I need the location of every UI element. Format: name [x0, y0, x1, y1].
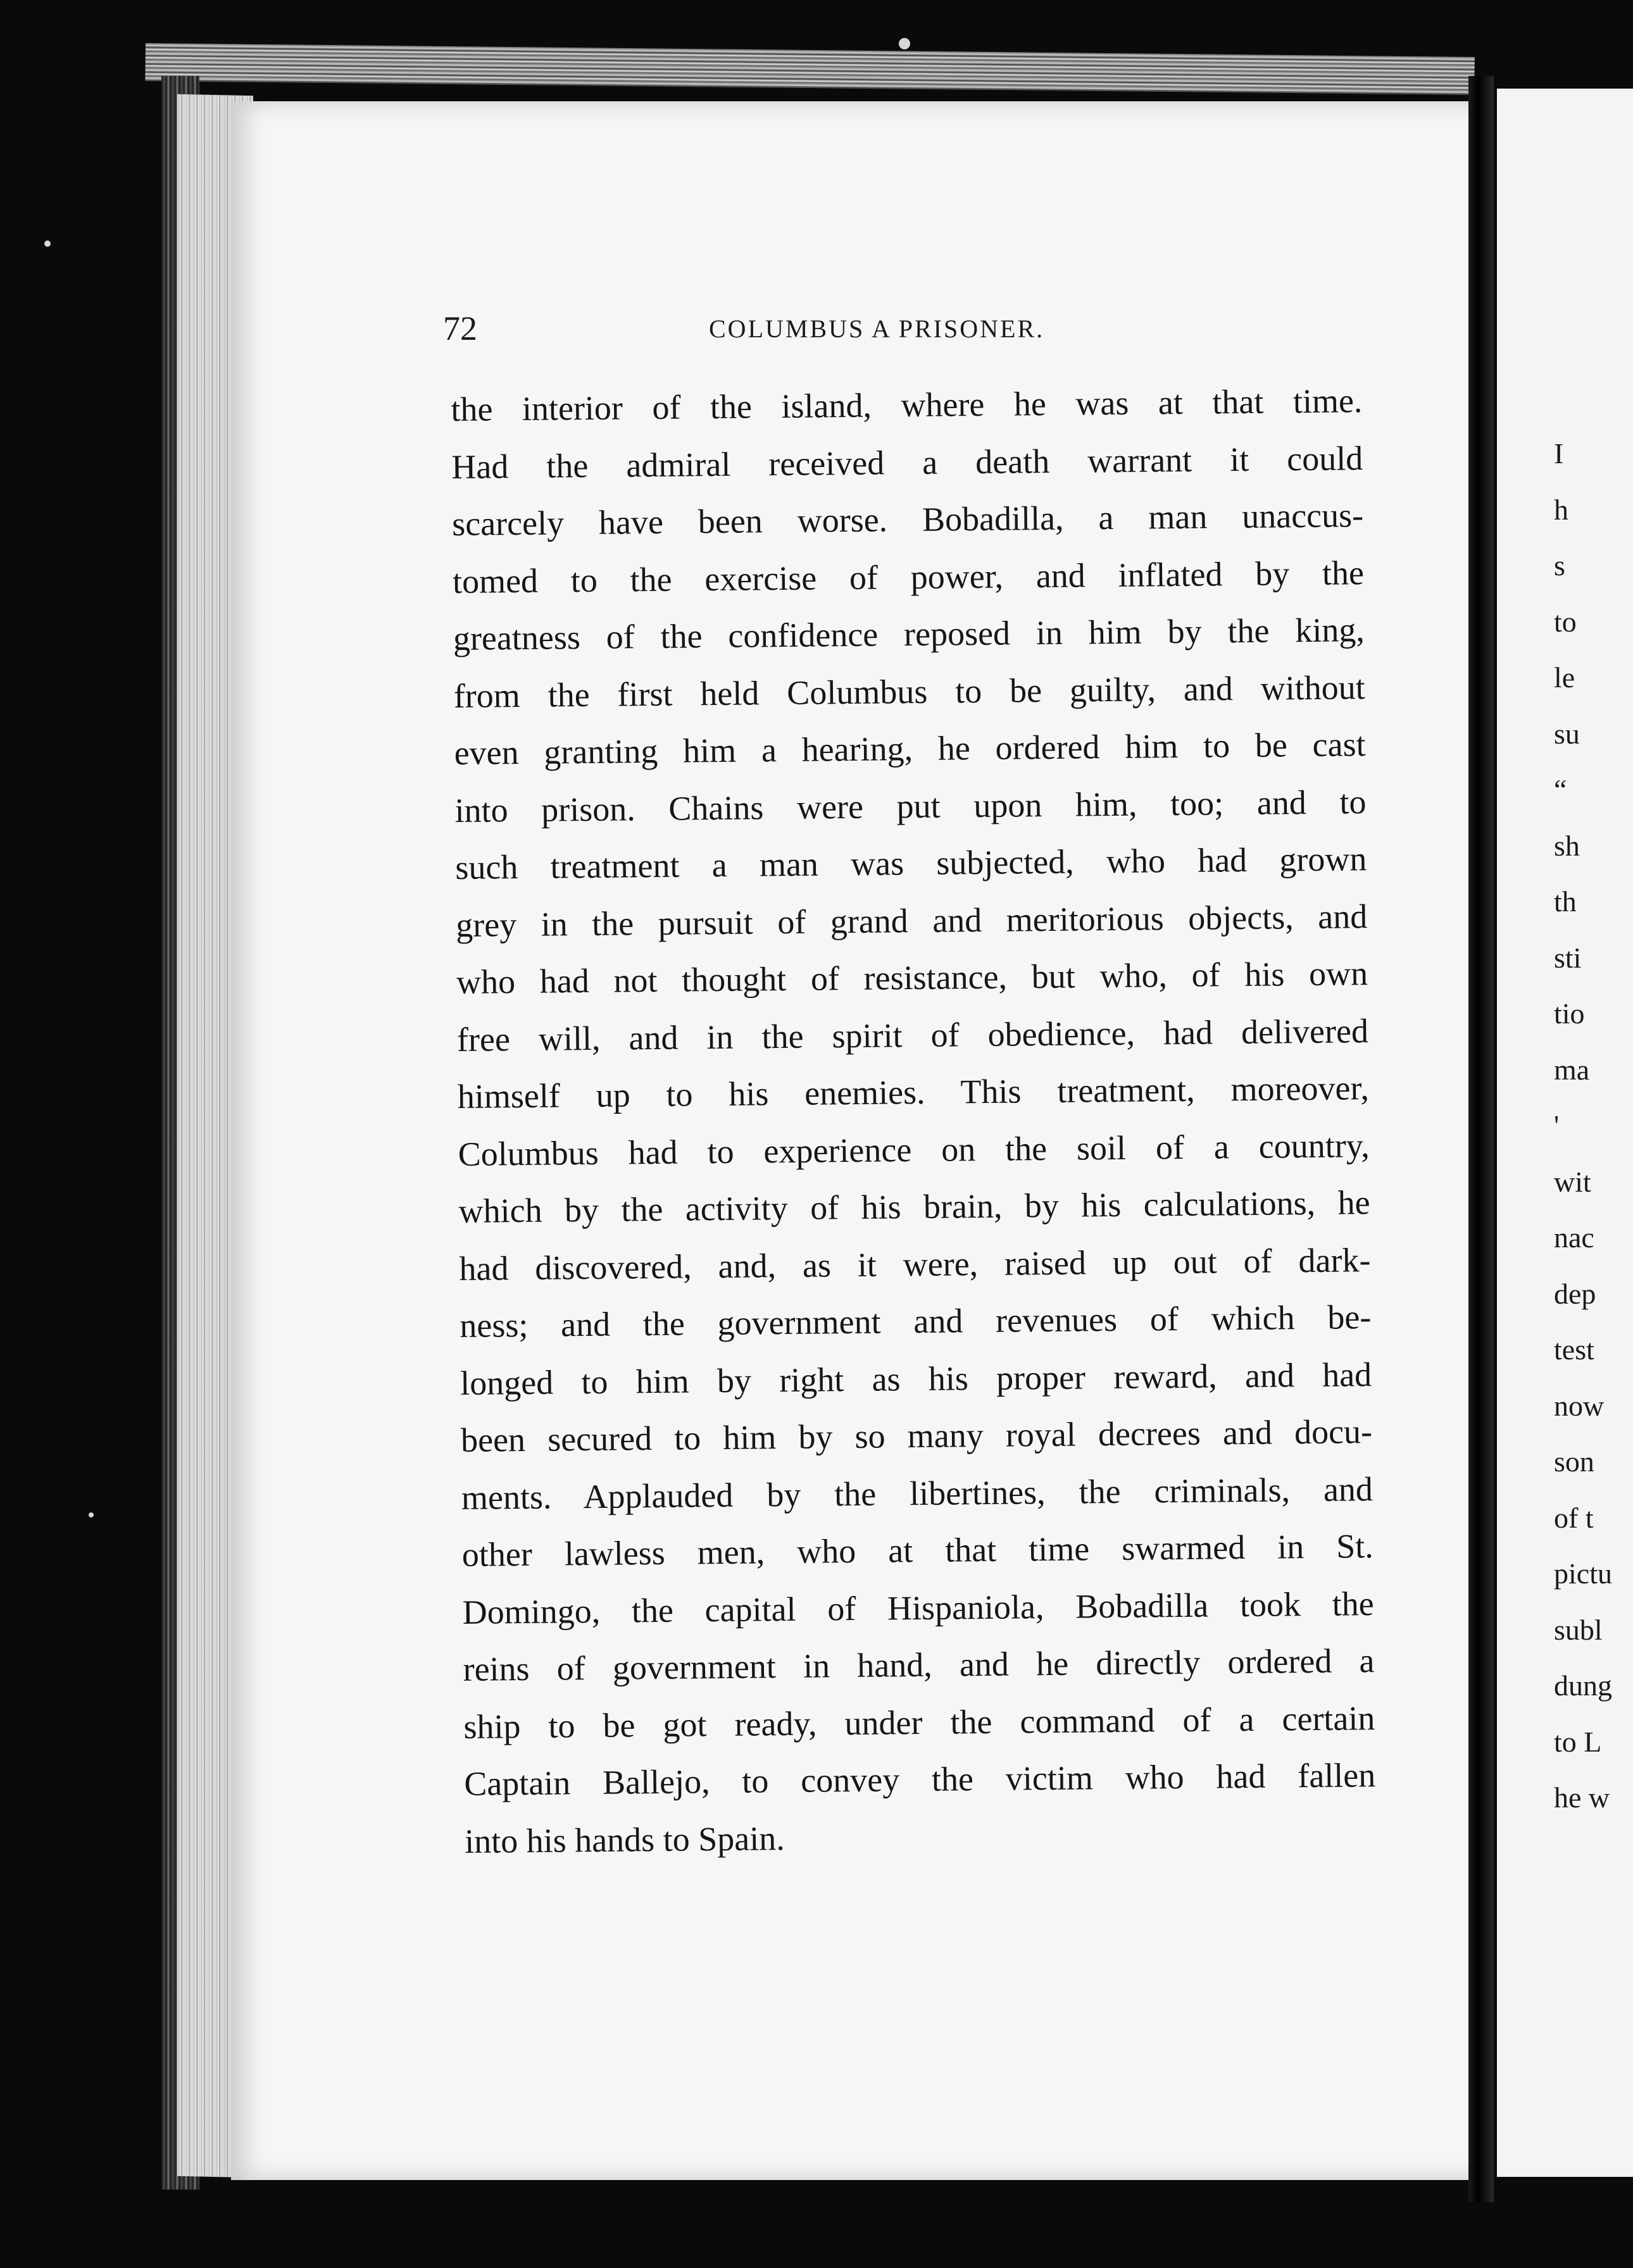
- text-line: free will, and in the spirit of obedience, had delivered: [456, 1011, 1369, 1059]
- facing-page-fragment: to: [1554, 605, 1577, 638]
- running-head: COLUMBUS A PRISONER.: [709, 315, 1045, 343]
- text-line: longed to him by right as his proper reward, and had: [460, 1355, 1372, 1402]
- facing-page-fragment: h: [1554, 493, 1568, 526]
- text-line: ments. Applauded by the libertines, the criminals, and: [461, 1469, 1373, 1517]
- facing-page-fragment: of t: [1554, 1501, 1594, 1534]
- text-line: reins of government in hand, and he directly ordered a: [463, 1642, 1375, 1688]
- text-line: had discovered, and, as it were, raised up out of dark-: [459, 1240, 1371, 1288]
- facing-page-fragment: su: [1554, 717, 1580, 750]
- facing-page: [1497, 89, 1633, 2177]
- text-line: tomed to the exercise of power, and inflated by the: [452, 553, 1365, 601]
- facing-page-fragment: test: [1554, 1333, 1594, 1366]
- text-line: even granting him a hearing, he ordered him to be cast: [454, 725, 1366, 772]
- dust-speck: [89, 1512, 94, 1517]
- facing-page-fragment: subl: [1554, 1613, 1603, 1646]
- facing-page-fragment: I: [1554, 437, 1564, 470]
- page-number: 72: [443, 309, 477, 347]
- facing-page-fragment: sti: [1554, 941, 1582, 974]
- facing-page-fragment: sh: [1554, 829, 1580, 862]
- facing-page-fragment: pictu: [1554, 1557, 1612, 1590]
- text-line: grey in the pursuit of grand and meritorious objects, and: [455, 897, 1368, 944]
- text-line: Columbus had to experience on the soil of a country,: [458, 1126, 1370, 1173]
- text-line: ness; and the government and revenues of which be-: [460, 1298, 1372, 1345]
- book-gutter: [1468, 76, 1494, 2202]
- facing-page-fragment: son: [1554, 1445, 1594, 1478]
- facing-page-fragment: le: [1554, 661, 1575, 694]
- facing-page-fragment: dung: [1554, 1669, 1612, 1702]
- facing-page-fragment: nac: [1554, 1221, 1594, 1254]
- text-line: greatness of the confidence reposed in him by the king,: [453, 611, 1365, 657]
- text-line: who had not thought of resistance, but who, of his own: [456, 954, 1368, 1001]
- text-line: from the first held Columbus to be guilty, and without: [453, 668, 1365, 715]
- dust-speck: [899, 38, 910, 49]
- facing-page-fragment: ': [1554, 1109, 1560, 1142]
- text-line: ship to be got ready, under the command of a certain: [463, 1698, 1375, 1746]
- text-line: scarcely have been worse. Bobadilla, a man unaccus-: [451, 496, 1364, 543]
- facing-page-fragment: now: [1554, 1389, 1605, 1422]
- facing-page-fragment: dep: [1554, 1277, 1596, 1310]
- text-line: the interior of the island, where he was at that time.: [451, 382, 1363, 428]
- text-line: other lawless men, who at that time swarmed in St.: [461, 1527, 1374, 1574]
- text-line: been secured to him by so many royal decrees and docu-: [460, 1412, 1373, 1459]
- facing-page-fragment: “: [1554, 773, 1567, 806]
- dust-speck: [44, 240, 51, 247]
- body-text: [451, 372, 1377, 1870]
- facing-page-fragment: s: [1554, 549, 1565, 582]
- text-line: such treatment a man was subjected, who had grown: [455, 840, 1367, 887]
- facing-page-fragment: wit: [1554, 1165, 1591, 1198]
- text-line: Domingo, the capital of Hispaniola, Bobadilla took the: [462, 1584, 1374, 1631]
- facing-page-fragment: tio: [1554, 997, 1585, 1030]
- page-header: [443, 309, 1392, 353]
- text-line: into his hands to Spain.: [464, 1819, 785, 1860]
- text-line: Had the admiral received a death warrant it could: [451, 439, 1363, 486]
- text-line: himself up to his enemies. This treatment, moreover,: [457, 1069, 1370, 1116]
- facing-page-fragment: ma: [1554, 1053, 1590, 1086]
- facing-page-fragment: th: [1554, 885, 1577, 918]
- facing-page-fragment: he w: [1554, 1781, 1610, 1814]
- text-line: Captain Ballejo, to convey the victim who had fallen: [463, 1756, 1376, 1803]
- text-line: which by the activity of his brain, by his calculations, he: [458, 1183, 1370, 1230]
- facing-page-fragment: to L: [1554, 1725, 1602, 1758]
- text-line: into prison. Chains were put upon him, too; and to: [454, 782, 1367, 830]
